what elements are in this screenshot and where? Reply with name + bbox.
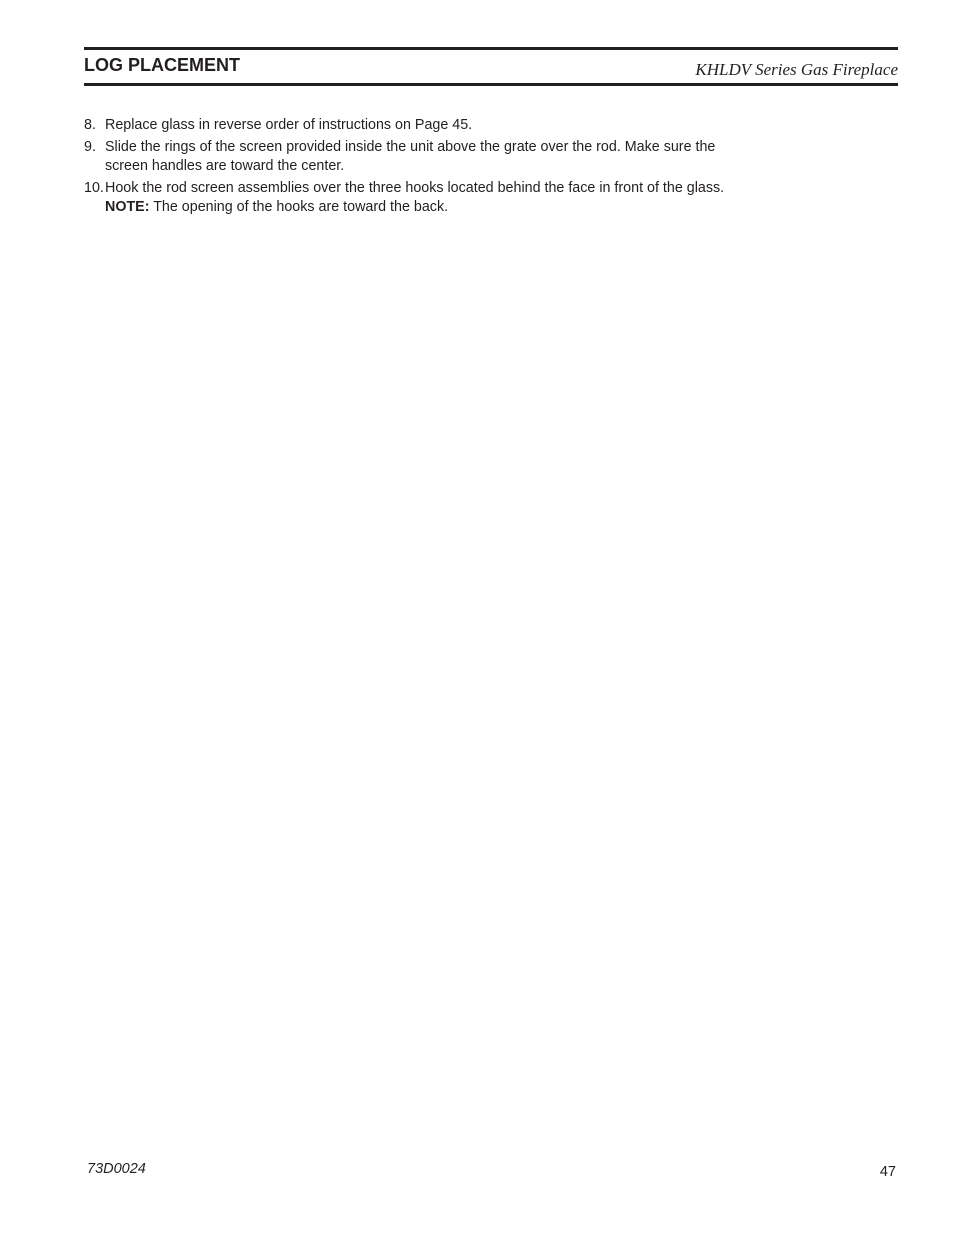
step-text-part: The opening of the hooks are toward the back. bbox=[149, 199, 449, 215]
step-number: 10. bbox=[84, 179, 104, 196]
document-code: 73D0024 bbox=[87, 1161, 146, 1177]
page-number: 47 bbox=[879, 1164, 896, 1180]
section-title: LOG PLACEMENT bbox=[84, 55, 240, 75]
instruction-list bbox=[84, 116, 744, 220]
list-item bbox=[84, 179, 744, 218]
header-bottom-rule bbox=[84, 83, 898, 86]
list-item bbox=[84, 138, 744, 177]
step-text: Slide the rings of the screen provided inside the unit above the grate over the rod. Make sure the screen handles are toward the center. bbox=[105, 138, 716, 174]
header-top-rule bbox=[84, 47, 898, 50]
step-text bbox=[105, 179, 744, 218]
note-label: NOTE: bbox=[105, 199, 150, 215]
step-text: Replace glass in reverse order of instructions on Page 45. bbox=[105, 117, 473, 133]
step-number: 8. bbox=[84, 117, 96, 133]
step-number: 9. bbox=[84, 138, 96, 155]
list-item bbox=[84, 116, 744, 136]
document-title: KHLDV Series Gas Fireplace bbox=[695, 60, 898, 79]
step-text-part: Hook the rod screen assemblies over the three hooks located behind the face in front of the glass. bbox=[105, 179, 725, 196]
